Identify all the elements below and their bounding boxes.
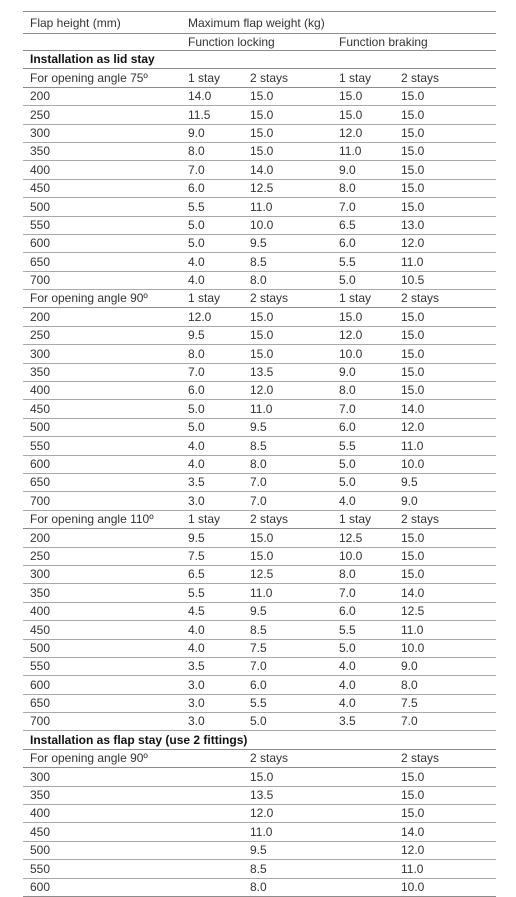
flap-height-cell: 550 <box>23 216 181 234</box>
braking-1-stay-label: 1 stay <box>332 290 394 308</box>
locking-1-stay-label: 1 stay <box>181 510 243 528</box>
braking-2-stays-cell: 7.5 <box>394 694 496 712</box>
locking-2-stays-cell: 9.5 <box>243 234 332 252</box>
locking-2-stays-cell: 7.5 <box>243 639 332 657</box>
braking-2-stays-cell: 15.0 <box>394 106 496 124</box>
table-row <box>23 823 496 841</box>
braking-1-stay-cell <box>332 805 394 823</box>
table-row <box>23 602 496 620</box>
locking-2-stays-cell: 11.0 <box>243 823 332 841</box>
locking-2-stays-cell: 15.0 <box>243 547 332 565</box>
locking-1-stay-cell: 9.5 <box>181 326 243 344</box>
table-row <box>23 87 496 105</box>
table-row <box>23 216 496 234</box>
locking-2-stays-cell: 7.0 <box>243 473 332 491</box>
locking-2-stays-cell: 12.5 <box>243 565 332 583</box>
locking-2-stays-cell: 8.0 <box>243 878 332 896</box>
braking-1-stay-cell: 5.0 <box>332 455 394 473</box>
flap-height-cell: 450 <box>23 621 181 639</box>
locking-2-stays-cell: 7.0 <box>243 492 332 510</box>
table-row <box>23 382 496 400</box>
braking-2-stays-cell: 12.0 <box>394 841 496 859</box>
flap-height-cell: 450 <box>23 179 181 197</box>
braking-1-stay-cell: 4.0 <box>332 694 394 712</box>
locking-2-stays-cell: 15.0 <box>243 87 332 105</box>
braking-1-stay-cell: 5.5 <box>332 437 394 455</box>
braking-1-stay-cell: 6.0 <box>332 234 394 252</box>
locking-2-stays-cell: 9.5 <box>243 602 332 620</box>
braking-1-stay-cell: 5.0 <box>332 271 394 289</box>
locking-1-stay-label: 1 stay <box>181 69 243 87</box>
opening-angle-label: For opening angle 90º <box>23 749 181 767</box>
braking-2-stays-cell: 15.0 <box>394 363 496 381</box>
table-row <box>23 124 496 142</box>
flap-height-cell: 650 <box>23 253 181 271</box>
locking-1-stay-cell: 3.0 <box>181 676 243 694</box>
header-spacer <box>23 34 181 51</box>
flap-height-cell: 600 <box>23 878 181 896</box>
flap-height-cell: 500 <box>23 418 181 436</box>
braking-2-stays-cell: 14.0 <box>394 400 496 418</box>
table-row <box>23 805 496 823</box>
braking-1-stay-cell: 9.0 <box>332 161 394 179</box>
section-title: Installation as flap stay (use 2 fittings) <box>23 731 496 749</box>
braking-1-stay-cell: 4.0 <box>332 657 394 675</box>
opening-angle-label: For opening angle 90º <box>23 290 181 308</box>
locking-2-stays-label: 2 stays <box>243 69 332 87</box>
locking-1-stay-cell: 7.5 <box>181 547 243 565</box>
locking-1-stay-cell: 14.0 <box>181 87 243 105</box>
braking-2-stays-cell: 11.0 <box>394 437 496 455</box>
flap-height-cell: 550 <box>23 437 181 455</box>
locking-2-stays-cell: 14.0 <box>243 161 332 179</box>
braking-2-stays-cell: 12.0 <box>394 418 496 436</box>
braking-1-stay-cell <box>332 860 394 878</box>
table-row <box>23 308 496 326</box>
braking-1-stay-cell: 12.5 <box>332 529 394 547</box>
flap-height-cell: 500 <box>23 639 181 657</box>
flap-height-cell: 450 <box>23 400 181 418</box>
braking-1-stay-cell: 12.0 <box>332 326 394 344</box>
locking-2-stays-cell: 6.0 <box>243 676 332 694</box>
table-row <box>23 768 496 786</box>
braking-1-stay-cell <box>332 768 394 786</box>
table-row <box>23 363 496 381</box>
braking-1-stay-cell: 8.0 <box>332 565 394 583</box>
table-row <box>23 437 496 455</box>
braking-1-stay-cell: 12.0 <box>332 124 394 142</box>
flap-height-cell: 200 <box>23 308 181 326</box>
table-row <box>23 418 496 436</box>
locking-1-stay-cell: 4.0 <box>181 639 243 657</box>
braking-2-stays-cell: 10.0 <box>394 878 496 896</box>
braking-1-stay-cell: 5.5 <box>332 621 394 639</box>
locking-2-stays-cell: 15.0 <box>243 326 332 344</box>
braking-1-stay-cell: 7.0 <box>332 584 394 602</box>
locking-2-stays-label: 2 stays <box>243 749 332 767</box>
locking-1-stay-cell <box>181 823 243 841</box>
locking-2-stays-cell: 9.5 <box>243 418 332 436</box>
braking-1-stay-cell: 6.5 <box>332 216 394 234</box>
locking-2-stays-cell: 15.0 <box>243 529 332 547</box>
locking-1-stay-cell: 8.0 <box>181 345 243 363</box>
locking-2-stays-cell: 15.0 <box>243 106 332 124</box>
table-row <box>23 621 496 639</box>
locking-1-stay-cell: 5.0 <box>181 418 243 436</box>
flap-height-cell: 650 <box>23 694 181 712</box>
table-row <box>23 841 496 859</box>
braking-1-stay-label: 1 stay <box>332 510 394 528</box>
locking-2-stays-cell: 8.5 <box>243 437 332 455</box>
braking-1-stay-label: 1 stay <box>332 69 394 87</box>
braking-2-stays-cell: 15.0 <box>394 805 496 823</box>
locking-1-stay-cell: 12.0 <box>181 308 243 326</box>
flap-weight-table-container <box>23 11 496 897</box>
locking-2-stays-label: 2 stays <box>243 510 332 528</box>
braking-1-stay-cell: 5.0 <box>332 473 394 491</box>
function-locking-header: Function locking <box>181 34 332 51</box>
braking-1-stay-cell <box>332 786 394 804</box>
locking-2-stays-cell: 15.0 <box>243 142 332 160</box>
braking-2-stays-cell: 9.0 <box>394 492 496 510</box>
braking-1-stay-cell: 15.0 <box>332 106 394 124</box>
locking-1-stay-cell: 3.0 <box>181 492 243 510</box>
table-row <box>23 271 496 289</box>
flap-height-cell: 700 <box>23 271 181 289</box>
table-row <box>23 860 496 878</box>
braking-2-stays-cell: 15.0 <box>394 345 496 363</box>
braking-2-stays-cell: 10.5 <box>394 271 496 289</box>
flap-height-cell: 200 <box>23 529 181 547</box>
table-row <box>23 161 496 179</box>
locking-1-stay-cell: 4.0 <box>181 437 243 455</box>
locking-2-stays-cell: 8.5 <box>243 253 332 271</box>
flap-height-cell: 600 <box>23 676 181 694</box>
braking-2-stays-cell: 15.0 <box>394 547 496 565</box>
locking-1-stay-cell: 6.0 <box>181 179 243 197</box>
braking-2-stays-cell: 12.5 <box>394 602 496 620</box>
braking-2-stays-cell: 13.0 <box>394 216 496 234</box>
braking-1-stay-cell: 15.0 <box>332 87 394 105</box>
locking-2-stays-cell: 8.5 <box>243 621 332 639</box>
table-row <box>23 878 496 896</box>
flap-weight-table <box>23 11 496 897</box>
braking-1-stay-cell <box>332 878 394 896</box>
locking-1-stay-cell: 3.5 <box>181 473 243 491</box>
braking-2-stays-label: 2 stays <box>394 69 496 87</box>
locking-1-stay-cell <box>181 805 243 823</box>
flap-height-cell: 300 <box>23 768 181 786</box>
locking-2-stays-cell: 13.5 <box>243 363 332 381</box>
table-row <box>23 639 496 657</box>
flap-height-cell: 350 <box>23 363 181 381</box>
table-row <box>23 584 496 602</box>
locking-1-stay-label: 1 stay <box>181 290 243 308</box>
flap-height-cell: 350 <box>23 142 181 160</box>
locking-2-stays-cell: 8.5 <box>243 860 332 878</box>
braking-1-stay-cell: 5.5 <box>332 253 394 271</box>
flap-height-cell: 200 <box>23 87 181 105</box>
locking-1-stay-cell: 5.5 <box>181 198 243 216</box>
braking-1-stay-cell: 7.0 <box>332 198 394 216</box>
locking-1-stay-cell: 4.5 <box>181 602 243 620</box>
flap-height-cell: 350 <box>23 786 181 804</box>
flap-height-cell: 300 <box>23 345 181 363</box>
locking-2-stays-cell: 8.0 <box>243 455 332 473</box>
braking-2-stays-cell: 15.0 <box>394 786 496 804</box>
table-row <box>23 198 496 216</box>
locking-1-stay-cell: 5.0 <box>181 400 243 418</box>
locking-1-stay-cell: 5.5 <box>181 584 243 602</box>
braking-2-stays-cell: 15.0 <box>394 768 496 786</box>
braking-1-stay-label <box>332 749 394 767</box>
opening-angle-label: For opening angle 110º <box>23 510 181 528</box>
locking-2-stays-cell: 8.0 <box>243 271 332 289</box>
flap-height-cell: 600 <box>23 234 181 252</box>
braking-2-stays-cell: 9.0 <box>394 657 496 675</box>
locking-2-stays-cell: 9.5 <box>243 841 332 859</box>
locking-1-stay-cell <box>181 768 243 786</box>
flap-height-cell: 400 <box>23 602 181 620</box>
braking-1-stay-cell: 8.0 <box>332 179 394 197</box>
locking-2-stays-cell: 11.0 <box>243 400 332 418</box>
flap-height-cell: 250 <box>23 547 181 565</box>
braking-1-stay-cell <box>332 823 394 841</box>
locking-2-stays-cell: 5.0 <box>243 713 332 731</box>
opening-angle-row <box>23 510 496 528</box>
table-row <box>23 713 496 731</box>
locking-2-stays-cell: 12.0 <box>243 382 332 400</box>
locking-2-stays-cell: 7.0 <box>243 657 332 675</box>
braking-1-stay-cell: 4.0 <box>332 676 394 694</box>
locking-1-stay-cell <box>181 860 243 878</box>
table-row <box>23 455 496 473</box>
flap-height-cell: 300 <box>23 565 181 583</box>
flap-height-cell: 450 <box>23 823 181 841</box>
table-row <box>23 345 496 363</box>
locking-1-stay-cell: 11.5 <box>181 106 243 124</box>
locking-1-stay-cell: 4.0 <box>181 253 243 271</box>
flap-height-header: Flap height (mm) <box>23 12 181 34</box>
locking-1-stay-cell: 4.0 <box>181 621 243 639</box>
flap-height-cell: 400 <box>23 382 181 400</box>
braking-2-stays-cell: 8.0 <box>394 676 496 694</box>
braking-1-stay-cell: 5.0 <box>332 639 394 657</box>
locking-2-stays-cell: 10.0 <box>243 216 332 234</box>
flap-height-cell: 650 <box>23 473 181 491</box>
flap-height-cell: 250 <box>23 326 181 344</box>
flap-height-cell: 550 <box>23 860 181 878</box>
flap-height-cell: 550 <box>23 657 181 675</box>
locking-2-stays-cell: 11.0 <box>243 198 332 216</box>
locking-1-stay-cell: 5.0 <box>181 234 243 252</box>
locking-1-stay-cell: 3.5 <box>181 657 243 675</box>
braking-2-stays-cell: 14.0 <box>394 584 496 602</box>
braking-2-stays-cell: 11.0 <box>394 860 496 878</box>
locking-1-stay-cell: 5.0 <box>181 216 243 234</box>
locking-1-stay-cell: 9.5 <box>181 529 243 547</box>
locking-2-stays-cell: 15.0 <box>243 124 332 142</box>
section-title: Installation as lid stay <box>23 51 496 69</box>
locking-1-stay-cell: 9.0 <box>181 124 243 142</box>
braking-1-stay-cell: 3.5 <box>332 713 394 731</box>
locking-1-stay-cell <box>181 841 243 859</box>
braking-1-stay-cell: 4.0 <box>332 492 394 510</box>
table-row <box>23 234 496 252</box>
table-row <box>23 106 496 124</box>
flap-height-cell: 700 <box>23 492 181 510</box>
braking-2-stays-cell: 15.0 <box>394 124 496 142</box>
braking-2-stays-cell: 15.0 <box>394 198 496 216</box>
table-row <box>23 694 496 712</box>
braking-2-stays-label: 2 stays <box>394 749 496 767</box>
opening-angle-label: For opening angle 75º <box>23 69 181 87</box>
table-row <box>23 253 496 271</box>
braking-2-stays-cell: 12.0 <box>394 234 496 252</box>
braking-2-stays-cell: 15.0 <box>394 179 496 197</box>
braking-1-stay-cell: 11.0 <box>332 142 394 160</box>
flap-height-cell: 400 <box>23 805 181 823</box>
table-row <box>23 326 496 344</box>
locking-2-stays-cell: 5.5 <box>243 694 332 712</box>
table-row <box>23 473 496 491</box>
table-row <box>23 142 496 160</box>
flap-height-cell: 400 <box>23 161 181 179</box>
locking-1-stay-cell: 4.0 <box>181 271 243 289</box>
table-row <box>23 179 496 197</box>
braking-1-stay-cell: 9.0 <box>332 363 394 381</box>
table-header <box>23 12 496 51</box>
braking-2-stays-cell: 15.0 <box>394 529 496 547</box>
braking-2-stays-cell: 15.0 <box>394 308 496 326</box>
flap-height-cell: 250 <box>23 106 181 124</box>
locking-2-stays-cell: 15.0 <box>243 345 332 363</box>
opening-angle-row <box>23 749 496 767</box>
table-row <box>23 786 496 804</box>
locking-1-stay-cell: 3.0 <box>181 694 243 712</box>
braking-2-stays-cell: 15.0 <box>394 382 496 400</box>
braking-2-stays-cell: 15.0 <box>394 326 496 344</box>
braking-2-stays-cell: 11.0 <box>394 253 496 271</box>
braking-2-stays-cell: 10.0 <box>394 455 496 473</box>
braking-1-stay-cell <box>332 841 394 859</box>
section-row <box>23 51 496 69</box>
locking-1-stay-cell <box>181 878 243 896</box>
locking-2-stays-cell: 15.0 <box>243 308 332 326</box>
opening-angle-row <box>23 69 496 87</box>
locking-1-stay-cell: 7.0 <box>181 363 243 381</box>
table-row <box>23 529 496 547</box>
braking-2-stays-cell: 10.0 <box>394 639 496 657</box>
opening-angle-row <box>23 290 496 308</box>
max-weight-header: Maximum flap weight (kg) <box>181 12 496 34</box>
table-row <box>23 547 496 565</box>
table-row <box>23 657 496 675</box>
table-row <box>23 565 496 583</box>
braking-2-stays-cell: 15.0 <box>394 142 496 160</box>
locking-2-stays-cell: 15.0 <box>243 768 332 786</box>
locking-1-stay-cell: 7.0 <box>181 161 243 179</box>
locking-2-stays-cell: 11.0 <box>243 584 332 602</box>
braking-1-stay-cell: 10.0 <box>332 345 394 363</box>
braking-1-stay-cell: 7.0 <box>332 400 394 418</box>
flap-height-cell: 700 <box>23 713 181 731</box>
braking-2-stays-label: 2 stays <box>394 510 496 528</box>
locking-1-stay-label <box>181 749 243 767</box>
braking-1-stay-cell: 10.0 <box>332 547 394 565</box>
locking-1-stay-cell: 4.0 <box>181 455 243 473</box>
locking-2-stays-cell: 12.5 <box>243 179 332 197</box>
locking-1-stay-cell: 3.0 <box>181 713 243 731</box>
flap-height-cell: 350 <box>23 584 181 602</box>
braking-1-stay-cell: 15.0 <box>332 308 394 326</box>
locking-1-stay-cell: 6.5 <box>181 565 243 583</box>
braking-2-stays-cell: 7.0 <box>394 713 496 731</box>
table-row <box>23 492 496 510</box>
braking-2-stays-cell: 14.0 <box>394 823 496 841</box>
braking-2-stays-cell: 15.0 <box>394 87 496 105</box>
section-row <box>23 731 496 749</box>
table-row <box>23 676 496 694</box>
locking-1-stay-cell: 6.0 <box>181 382 243 400</box>
braking-2-stays-cell: 9.5 <box>394 473 496 491</box>
braking-1-stay-cell: 8.0 <box>332 382 394 400</box>
function-braking-header: Function braking <box>332 34 496 51</box>
flap-height-cell: 500 <box>23 198 181 216</box>
braking-1-stay-cell: 6.0 <box>332 602 394 620</box>
table-body <box>23 51 496 897</box>
flap-height-cell: 300 <box>23 124 181 142</box>
braking-2-stays-cell: 15.0 <box>394 161 496 179</box>
locking-2-stays-label: 2 stays <box>243 290 332 308</box>
locking-2-stays-cell: 13.5 <box>243 786 332 804</box>
braking-2-stays-cell: 11.0 <box>394 621 496 639</box>
locking-2-stays-cell: 12.0 <box>243 805 332 823</box>
flap-height-cell: 500 <box>23 841 181 859</box>
locking-1-stay-cell <box>181 786 243 804</box>
flap-height-cell: 600 <box>23 455 181 473</box>
braking-1-stay-cell: 6.0 <box>332 418 394 436</box>
table-row <box>23 400 496 418</box>
locking-1-stay-cell: 8.0 <box>181 142 243 160</box>
braking-2-stays-label: 2 stays <box>394 290 496 308</box>
braking-2-stays-cell: 15.0 <box>394 565 496 583</box>
